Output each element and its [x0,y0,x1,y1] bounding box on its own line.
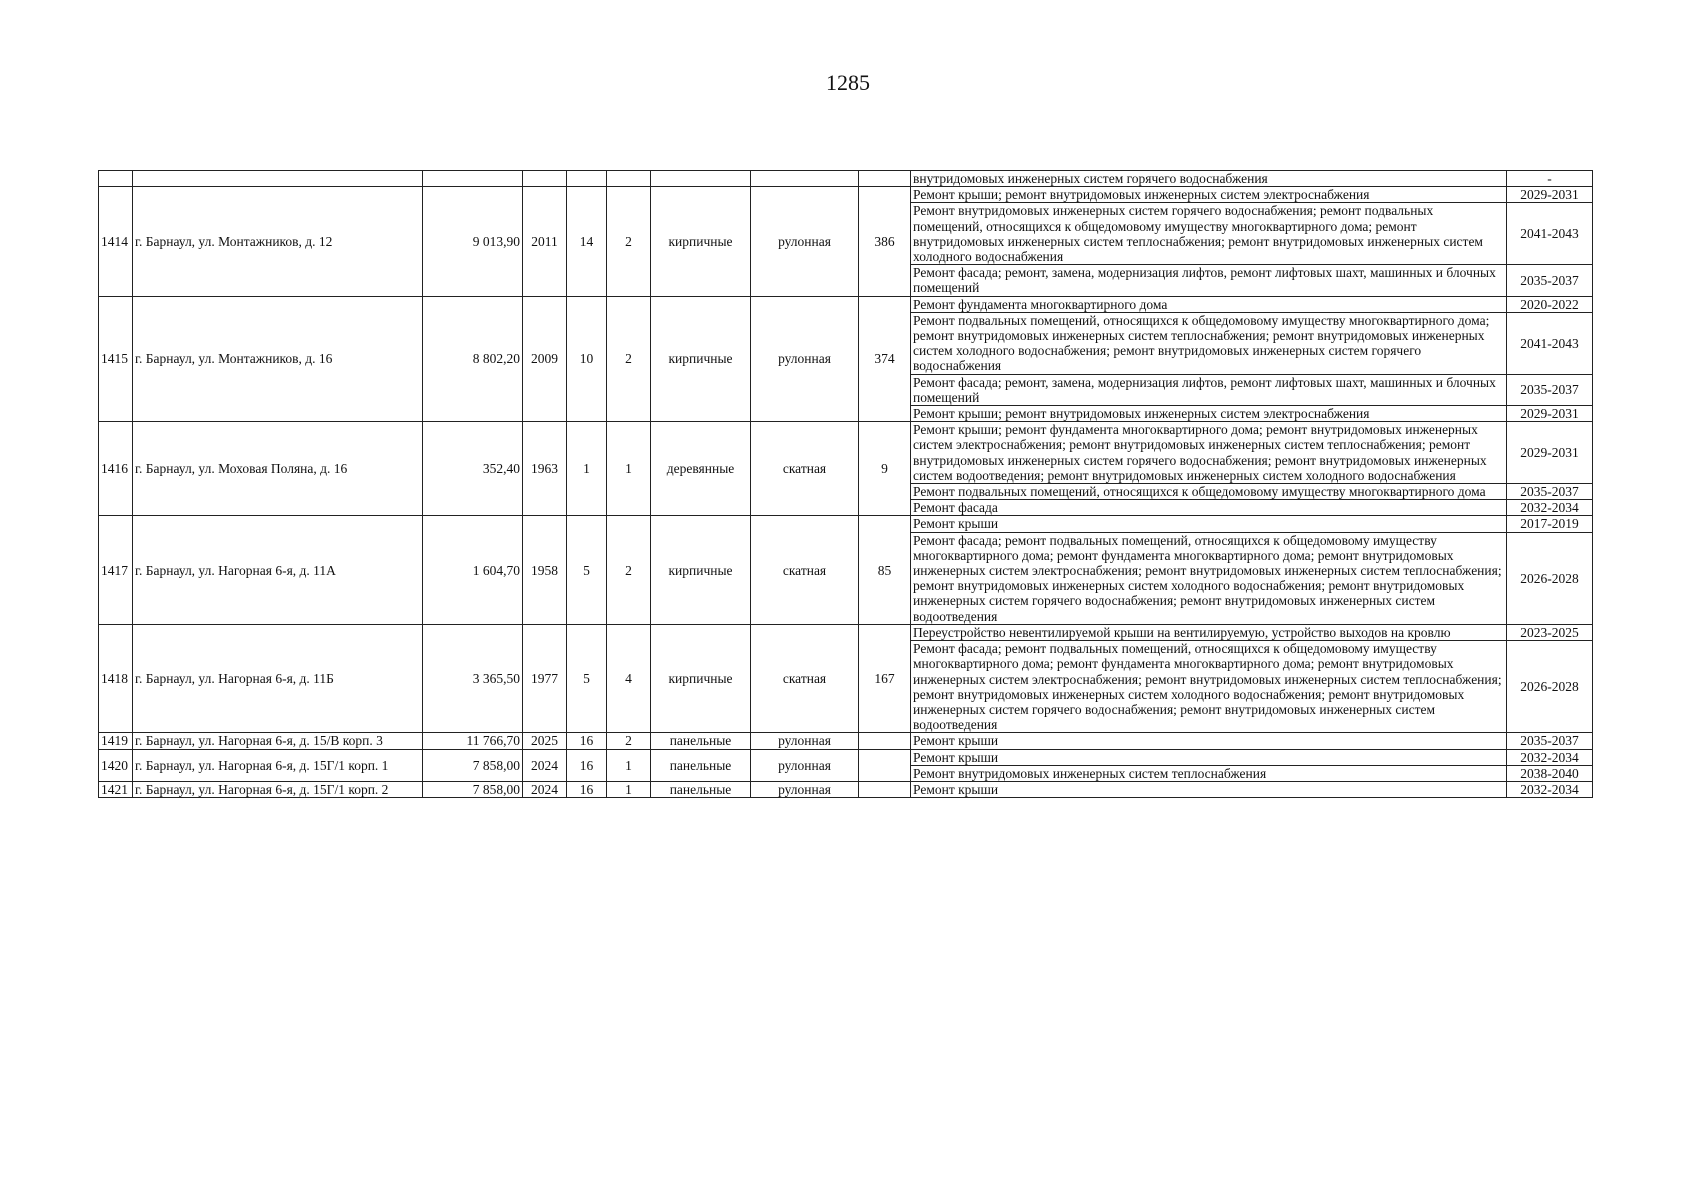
entrances-cell: 2 [607,733,651,749]
year-cell: 2024 [523,749,567,781]
entrances-cell: 2 [607,296,651,422]
floors-cell: 5 [567,624,607,732]
work-cell: Ремонт крыши; ремонт внутридомовых инженерных систем электроснабжения [911,406,1507,422]
walls-cell: кирпичные [651,187,751,296]
period-cell: 2026-2028 [1507,532,1593,624]
address-cell: г. Барнаул, ул. Нагорная 6-я, д. 15Г/1 корп. 1 [133,749,423,781]
area-cell: 9 013,90 [423,187,523,296]
work-cell: Ремонт внутридомовых инженерных систем горячего водоснабжения; ремонт подвальных помещений, относящихся к общедомовому имуществу многоквартирного дома; ремонт внутридомовых инженерных систем теплоснабжения; ремонт внутридомовых инженерных систем холодного водоснабжения [911,203,1507,265]
entrances-cell: 2 [607,516,651,624]
work-cell: Ремонт фасада; ремонт подвальных помещений, относящихся к общедомовому имуществу многоквартирного дома; ремонт фундамента многоквартирного дома; ремонт внутридомовых инженерных систем электроснабжения; ремонт внутридомовых инженерных систем теплоснабжения; ремонт внутридомовых инженерных систем холодного водоснабжения; ремонт внутридомовых инженерных систем горячего водоснабжения; ремонт внутридомовых инженерных систем водоотведения [911,532,1507,624]
period-cell: 2038-2040 [1507,765,1593,781]
work-cell: Ремонт крыши [911,781,1507,797]
num-cell: 1421 [99,781,133,797]
roof-cell: скатная [751,624,859,732]
work-cell: Ремонт крыши [911,516,1507,532]
address-cell: г. Барнаул, ул. Моховая Поляна, д. 16 [133,422,423,516]
year-cell: 1977 [523,624,567,732]
address-cell [133,171,423,187]
work-cell: Ремонт крыши [911,749,1507,765]
area-cell: 8 802,20 [423,296,523,422]
address-cell: г. Барнаул, ул. Нагорная 6-я, д. 11Б [133,624,423,732]
period-cell: - [1507,171,1593,187]
entrances-cell [607,171,651,187]
walls-cell: панельные [651,781,751,797]
address-cell: г. Барнаул, ул. Нагорная 6-я, д. 11А [133,516,423,624]
residents-cell: 85 [859,516,911,624]
year-cell [523,171,567,187]
num-cell [99,171,133,187]
num-cell: 1418 [99,624,133,732]
work-cell: Ремонт фундамента многоквартирного дома [911,296,1507,312]
page-number: 1285 [826,70,870,95]
work-cell: Ремонт фасада; ремонт подвальных помещений, относящихся к общедомовому имуществу многоквартирного дома; ремонт фундамента многоквартирного дома; ремонт внутридомовых инженерных систем электроснабжения; ремонт внутридомовых инженерных систем теплоснабжения; ремонт внутридомовых инженерных систем холодного водоснабжения; ремонт внутридомовых инженерных систем горячего водоснабжения; ремонт внутридомовых инженерных систем водоотведения [911,641,1507,733]
walls-cell: кирпичные [651,516,751,624]
table-row [99,187,1593,203]
roof-cell: рулонная [751,749,859,781]
table-row [99,781,1593,797]
roof-cell: рулонная [751,781,859,797]
period-cell: 2032-2034 [1507,749,1593,765]
roof-cell: скатная [751,422,859,516]
work-cell: Ремонт фасада; ремонт, замена, модернизация лифтов, ремонт лифтовых шахт, машинных и блочных помещений [911,265,1507,296]
area-cell: 7 858,00 [423,781,523,797]
continuation-row [99,171,1593,187]
residents-cell: 9 [859,422,911,516]
work-cell: Ремонт подвальных помещений, относящихся к общедомовому имуществу многоквартирного дома [911,484,1507,500]
period-cell: 2032-2034 [1507,781,1593,797]
entrances-cell: 1 [607,749,651,781]
period-cell: 2029-2031 [1507,187,1593,203]
floors-cell: 14 [567,187,607,296]
entrances-cell: 4 [607,624,651,732]
work-cell: Переустройство невентилируемой крыши на вентилируемую, устройство выходов на кровлю [911,624,1507,640]
work-cell: внутридомовых инженерных систем горячего водоснабжения [911,171,1507,187]
work-cell: Ремонт крыши; ремонт фундамента многоквартирного дома; ремонт внутридомовых инженерных систем электроснабжения; ремонт внутридомовых инженерных систем теплоснабжения; ремонт внутридомовых инженерных систем горячего водоснабжения; ремонт внутридомовых инженерных систем водоотведения; ремонт внутридомовых инженерных систем холодного водоснабжения [911,422,1507,484]
period-cell: 2026-2028 [1507,641,1593,733]
floors-cell: 1 [567,422,607,516]
num-cell: 1415 [99,296,133,422]
residents-cell [859,781,911,797]
period-cell: 2035-2037 [1507,374,1593,405]
table-row [99,749,1593,765]
housing-repair-table [98,170,1593,798]
year-cell: 1958 [523,516,567,624]
period-cell: 2035-2037 [1507,484,1593,500]
num-cell: 1417 [99,516,133,624]
period-cell: 2041-2043 [1507,203,1593,265]
residents-cell: 386 [859,187,911,296]
address-cell: г. Барнаул, ул. Нагорная 6-я, д. 15/В корп. 3 [133,733,423,749]
residents-cell [859,171,911,187]
work-cell: Ремонт крыши [911,733,1507,749]
address-cell: г. Барнаул, ул. Монтажников, д. 16 [133,296,423,422]
period-cell: 2020-2022 [1507,296,1593,312]
period-cell: 2023-2025 [1507,624,1593,640]
roof-cell: скатная [751,516,859,624]
period-cell: 2029-2031 [1507,406,1593,422]
floors-cell: 10 [567,296,607,422]
residents-cell: 374 [859,296,911,422]
year-cell: 2011 [523,187,567,296]
period-cell: 2029-2031 [1507,422,1593,484]
year-cell: 2025 [523,733,567,749]
year-cell: 1963 [523,422,567,516]
work-cell: Ремонт фасада [911,500,1507,516]
num-cell: 1420 [99,749,133,781]
year-cell: 2009 [523,296,567,422]
area-cell: 11 766,70 [423,733,523,749]
address-cell: г. Барнаул, ул. Нагорная 6-я, д. 15Г/1 корп. 2 [133,781,423,797]
work-cell: Ремонт подвальных помещений, относящихся к общедомовому имуществу многоквартирного дома; ремонт внутридомовых инженерных систем теплоснабжения; ремонт внутридомовых инженерных систем холодного водоснабжения; ремонт внутридомовых инженерных систем горячего водоснабжения [911,312,1507,374]
roof-cell [751,171,859,187]
area-cell: 1 604,70 [423,516,523,624]
work-cell: Ремонт фасада; ремонт, замена, модернизация лифтов, ремонт лифтовых шахт, машинных и блочных помещений [911,374,1507,405]
roof-cell: рулонная [751,187,859,296]
address-cell: г. Барнаул, ул. Монтажников, д. 12 [133,187,423,296]
floors-cell: 16 [567,781,607,797]
work-cell: Ремонт внутридомовых инженерных систем теплоснабжения [911,765,1507,781]
walls-cell: деревянные [651,422,751,516]
walls-cell: панельные [651,733,751,749]
floors-cell [567,171,607,187]
area-cell: 3 365,50 [423,624,523,732]
table-row [99,516,1593,532]
entrances-cell: 1 [607,422,651,516]
residents-cell [859,749,911,781]
num-cell: 1419 [99,733,133,749]
entrances-cell: 1 [607,781,651,797]
walls-cell: кирпичные [651,296,751,422]
entrances-cell: 2 [607,187,651,296]
table-row [99,733,1593,749]
residents-cell: 167 [859,624,911,732]
table-row [99,296,1593,312]
year-cell: 2024 [523,781,567,797]
period-cell: 2041-2043 [1507,312,1593,374]
num-cell: 1416 [99,422,133,516]
work-cell: Ремонт крыши; ремонт внутридомовых инженерных систем электроснабжения [911,187,1507,203]
residents-cell [859,733,911,749]
walls-cell [651,171,751,187]
floors-cell: 16 [567,749,607,781]
floors-cell: 16 [567,733,607,749]
table-row [99,624,1593,640]
roof-cell: рулонная [751,733,859,749]
floors-cell: 5 [567,516,607,624]
period-cell: 2032-2034 [1507,500,1593,516]
roof-cell: рулонная [751,296,859,422]
period-cell: 2035-2037 [1507,265,1593,296]
period-cell: 2035-2037 [1507,733,1593,749]
table-row [99,422,1593,484]
walls-cell: панельные [651,749,751,781]
walls-cell: кирпичные [651,624,751,732]
area-cell [423,171,523,187]
period-cell: 2017-2019 [1507,516,1593,532]
num-cell: 1414 [99,187,133,296]
area-cell: 7 858,00 [423,749,523,781]
area-cell: 352,40 [423,422,523,516]
